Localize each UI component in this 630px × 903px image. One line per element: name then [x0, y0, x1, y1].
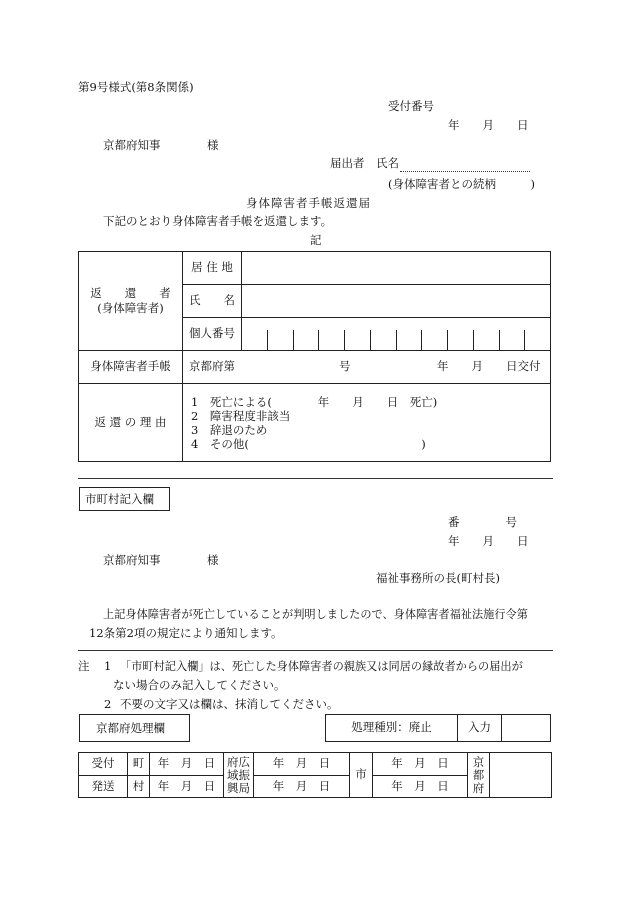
note-label: 注: [78, 659, 90, 673]
header-date: 年 月 日: [448, 118, 529, 132]
returner-sub-label: (身体障害者): [97, 301, 164, 315]
returner-table: [78, 251, 551, 462]
note2-text: 不要の文字又は欄は、抹消してください。: [120, 697, 339, 711]
digit-cell[interactable]: [524, 330, 550, 350]
kyoto-line2: 都: [472, 767, 485, 782]
municipality-box: [79, 487, 170, 511]
fuko-line2: 域振: [227, 767, 250, 782]
handbook-prefix: 京都府第: [189, 359, 235, 373]
kyoto-label: [468, 753, 490, 798]
reason-other: 4 その他( ): [191, 436, 426, 451]
fuko-sent-date[interactable]: 年 月 日: [254, 775, 350, 798]
municipality-honorific: 様: [207, 553, 219, 567]
reason-decline: 3 辞退のため: [191, 422, 268, 437]
fuko-received-date[interactable]: 年 月 日: [254, 753, 350, 776]
kyoto-field[interactable]: [490, 753, 552, 798]
municipality-addressee: 京都府知事: [103, 553, 161, 567]
fuko-line3: 興局: [227, 780, 250, 795]
processing-type-label: 処理種別：廃止: [326, 715, 458, 742]
city-received-date[interactable]: 年 月 日: [373, 753, 468, 776]
digit-cell[interactable]: [499, 330, 525, 350]
personal-number-label: 個人番号: [183, 318, 242, 351]
form-title: 身体障害者手帳返還届: [246, 196, 371, 210]
note2-number: 2: [104, 697, 112, 711]
digit-cell[interactable]: [396, 330, 422, 350]
reason-death: 1 死亡による( 年 月 日 死亡): [191, 394, 438, 409]
village-sent-date[interactable]: 年 月 日: [150, 775, 224, 798]
address-field[interactable]: [242, 252, 551, 285]
kyoto-line3: 府: [472, 780, 485, 795]
digit-cell[interactable]: [293, 330, 319, 350]
notifier-name-line: [400, 171, 530, 172]
addressee-honorific: 様: [207, 138, 219, 152]
addressee: 京都府知事: [103, 138, 161, 152]
form-number: 第9号様式(第8条関係): [78, 80, 194, 94]
kyoto-line1: 京: [472, 754, 485, 769]
name-label: 氏 名: [183, 285, 242, 318]
digit-cell[interactable]: [447, 330, 473, 350]
digit-cell[interactable]: [267, 330, 293, 350]
input-field[interactable]: [502, 715, 551, 742]
routing-table: [78, 752, 552, 798]
received-label: 受付: [79, 753, 128, 776]
notifier-label: 届出者 氏名: [330, 156, 399, 170]
handbook-date: 年 月 日交付: [437, 359, 541, 373]
digit-cell[interactable]: [370, 330, 396, 350]
handbook-field[interactable]: [183, 351, 551, 384]
prefecture-processing-box: [79, 714, 190, 742]
digit-cell[interactable]: [344, 330, 370, 350]
notes-divider: [78, 650, 553, 651]
name-field[interactable]: [242, 285, 551, 318]
handbook-go: 号: [339, 359, 351, 373]
fuko-label: [224, 753, 254, 798]
processing-type-table: [325, 714, 551, 742]
notification-body-line2: 12条第2項の規定により通知します。: [89, 626, 283, 640]
reason-label: 返 還 の 理 由: [79, 384, 183, 462]
town-received-date[interactable]: 年 月 日: [150, 753, 224, 776]
city-label: 市: [350, 753, 373, 798]
relationship: (身体障害者との続柄 ): [388, 177, 535, 191]
handbook-label: 身体障害者手帳: [79, 351, 183, 384]
intro-text: 下記のとおり身体障害者手帳を返還します。: [103, 214, 333, 228]
ki-label: 記: [310, 233, 322, 247]
digit-cell[interactable]: [318, 330, 344, 350]
reason-not-applicable: 2 障害程度非該当: [191, 408, 291, 423]
section-divider: [78, 478, 553, 479]
note1-line1: 「市町村記入欄」は、死亡した身体障害者の親族又は同居の縁故者からの届出が: [120, 660, 523, 673]
personal-number-field[interactable]: [242, 318, 551, 351]
prefecture-processing-label: 京都府処理欄: [96, 721, 165, 735]
digit-cell[interactable]: [473, 330, 499, 350]
returner-label: 返 還 者: [90, 286, 171, 300]
fuko-line1: 府広: [227, 754, 250, 769]
note1-line2: ない場合のみ記入してください。: [113, 678, 286, 692]
municipality-number-line: 番 号: [448, 515, 517, 529]
notification-body-line1: 上記身体障害者が死亡していることが判明しましたので、身体障害者福祉法施行令第: [103, 608, 528, 621]
digit-cell[interactable]: [421, 330, 447, 350]
digit-cell[interactable]: [242, 330, 267, 350]
city-sent-date[interactable]: 年 月 日: [373, 775, 468, 798]
reason-field[interactable]: [183, 384, 551, 462]
note1-number: 1: [104, 659, 112, 673]
municipality-date: 年 月 日: [448, 534, 529, 548]
input-label: 入力: [458, 715, 502, 742]
municipality-box-label: 市町村記入欄: [85, 492, 154, 506]
welfare-office-head: 福祉事務所の長(町村長): [376, 571, 500, 585]
reception-number-label: 受付番号: [388, 99, 434, 113]
returner-cell: [79, 252, 183, 351]
village-label: 村: [128, 775, 150, 798]
address-label: 居 住 地: [183, 252, 242, 285]
sent-label: 発送: [79, 775, 128, 798]
town-label: 町: [128, 753, 150, 776]
personal-number-digits: [242, 330, 550, 350]
